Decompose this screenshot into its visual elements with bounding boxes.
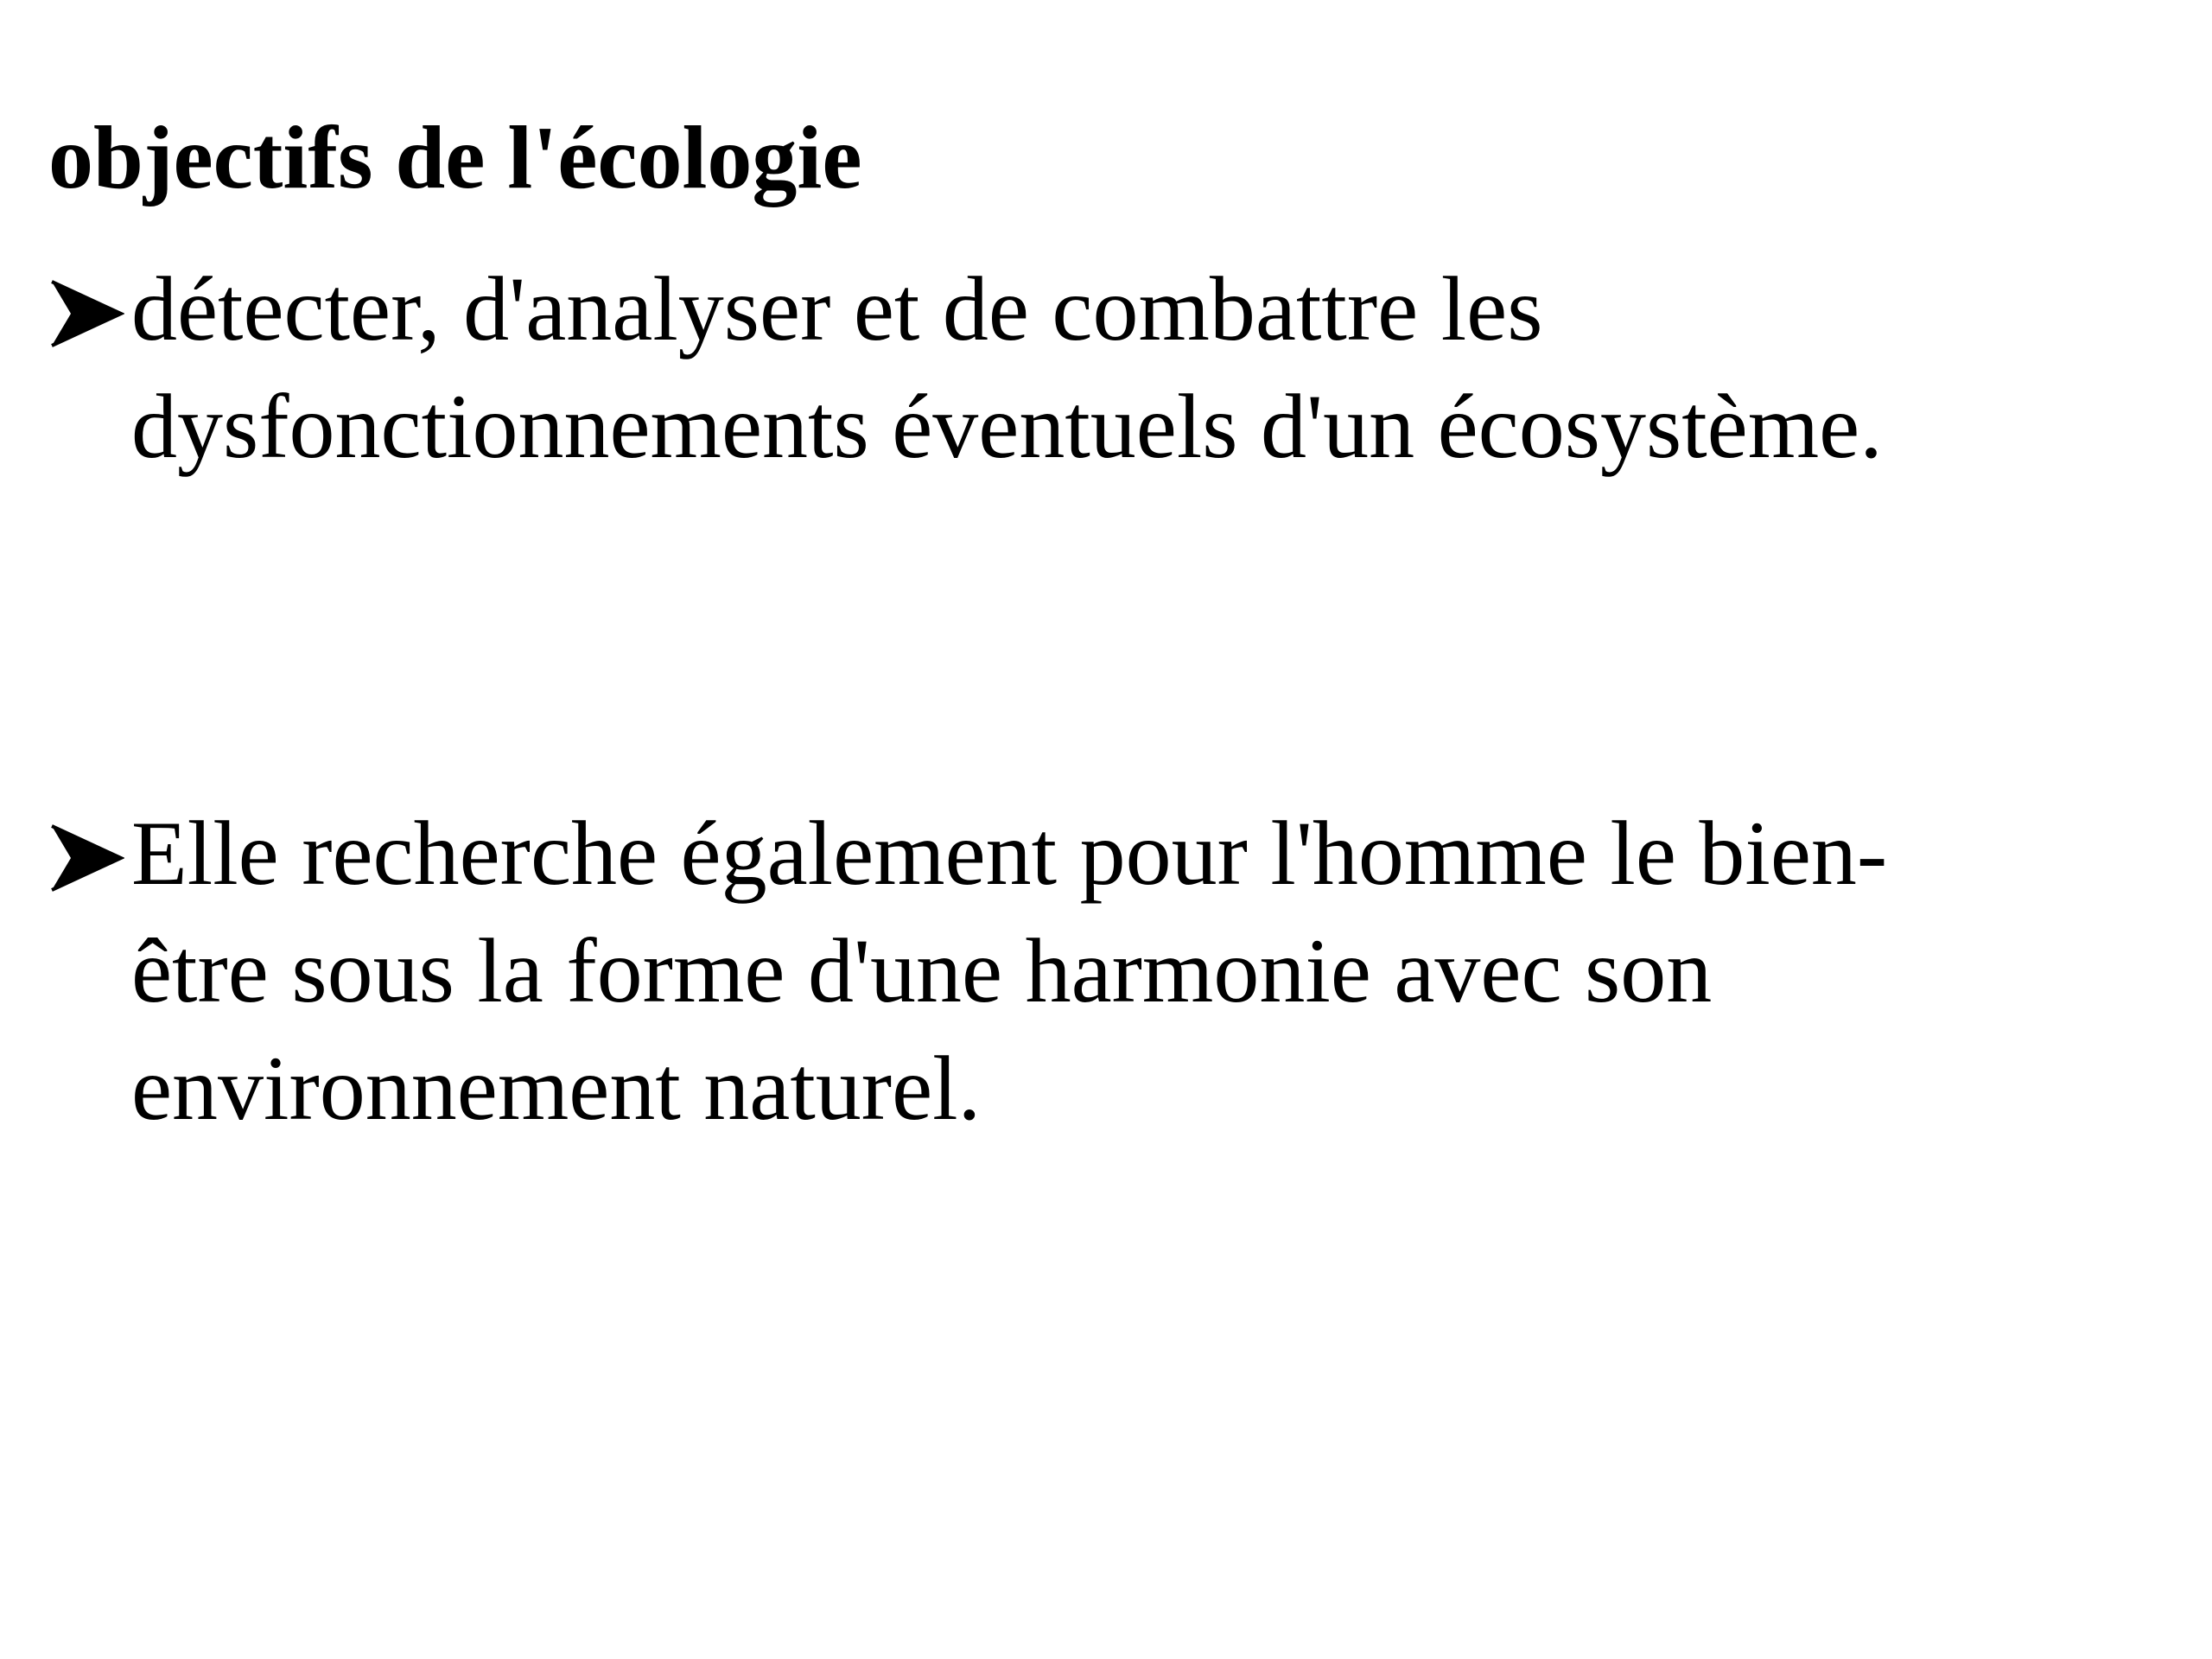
slide-title: objectifs de l'écologie [48,108,862,207]
bullet-text [131,795,2122,1147]
bullet-line: être sous la forme d'une harmonie avec son [131,920,1713,1021]
bullet-text [131,251,2122,486]
bullet-line: dysfonctionnements éventuels d'un écosystème. [131,376,1883,477]
arrowhead-bullet-icon [48,275,124,353]
arrowhead-bullet-icon [48,819,124,897]
bullet-line: détecter, d'analyser et de combattre les [131,258,1543,359]
bullet-item [48,795,2122,1147]
bullet-line: Elle recherche également pour l'homme le bien- [131,803,1888,904]
bullet-item [48,251,2122,486]
bullet-line: environnement naturel. [131,1038,982,1139]
